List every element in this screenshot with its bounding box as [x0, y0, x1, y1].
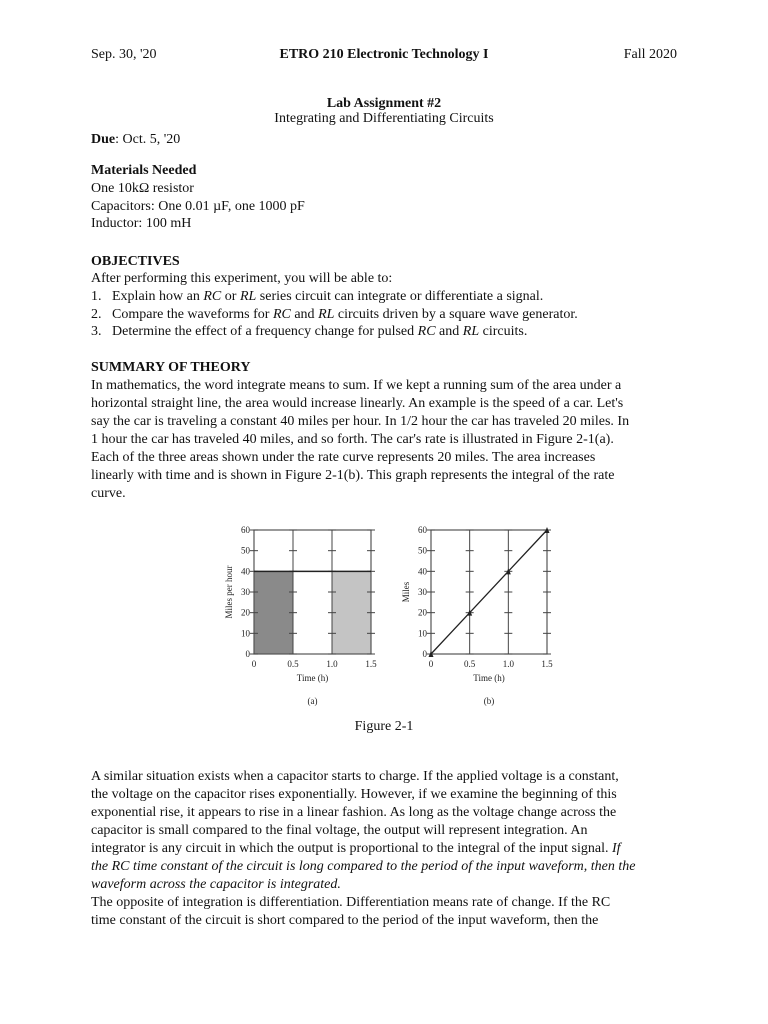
paragraph-line [91, 786, 617, 804]
text-span: circuits. [479, 324, 528, 340]
text-span: curve. [91, 486, 126, 501]
paragraph-line [91, 768, 619, 786]
paragraph-line [91, 876, 341, 894]
x-tick-label: 0 [428, 659, 434, 669]
text-span: RC [272, 306, 291, 322]
text-span: A similar situation exists when a capacitor starts to charge. If the applied voltage is a constant, [91, 769, 619, 784]
due-date [91, 131, 180, 149]
text-span: circuits driven by a square wave generator. [334, 306, 578, 322]
y-tick-label: 20 [241, 607, 250, 618]
paragraph-line [91, 804, 616, 822]
text-span: If [612, 841, 621, 856]
rate-area [293, 571, 332, 654]
text-span: the RC time constant of the circuit is long compared to the period of the input waveform, then the [91, 859, 636, 874]
rate-area [254, 571, 293, 654]
objectives-intro: After performing this experiment, you will be able to: [91, 271, 393, 286]
y-tick-label: 50 [241, 545, 250, 556]
y-axis-label: Miles [401, 581, 411, 603]
paragraph-line [91, 858, 636, 876]
paragraph-line [91, 377, 621, 395]
text-span: Determine the effect of a frequency change for pulsed [112, 324, 418, 340]
paragraph-line [91, 467, 614, 485]
distance-line [431, 530, 547, 654]
text-span: capacitor is small compared to the final voltage, the output will represent integration. An [91, 823, 588, 838]
paragraph-line [91, 431, 614, 449]
header-date: Sep. 30, '20 [91, 47, 157, 62]
text-span: RL [318, 306, 335, 322]
text-span: say the car is traveling a constant 40 miles per hour. In 1/2 hour the car has traveled 20 miles. In [91, 414, 630, 429]
text-span: the voltage on the capacitor rises exponentially. However, if we examine the beginning of this [91, 787, 617, 802]
x-tick-label: 0.5 [287, 659, 299, 669]
panel-label: (b) [483, 696, 495, 706]
text-span: time constant of the circuit is short compared to the period of the input waveform, then the [91, 913, 599, 928]
x-tick-label: 1.5 [541, 659, 553, 669]
panel-label: (a) [307, 696, 318, 706]
text-span: Each of the three areas shown under the rate curve represents 20 miles. The area increases [91, 450, 596, 465]
paragraph-line [91, 894, 610, 912]
y-tick-label: 30 [418, 587, 427, 597]
page-subtitle: Integrating and Differentiating Circuits [274, 111, 494, 126]
y-tick-label: 40 [241, 566, 250, 577]
text-span: linearly with time and is shown in Figure 2-1(b). This graph represents the integral of the rate [91, 468, 615, 483]
y-axis-label: Miles per hour [224, 565, 234, 619]
x-axis-label: Time (h) [473, 673, 505, 683]
page-title: Lab Assignment #2 [326, 96, 442, 111]
y-tick-label: 0 [422, 649, 427, 659]
text-span: RC [417, 324, 436, 340]
objective-item [112, 323, 527, 341]
text-span: Compare the waveforms for [112, 306, 273, 322]
objective-number: 1. [91, 289, 102, 304]
objective-item [112, 288, 543, 306]
y-tick-label: 10 [418, 628, 427, 639]
header-term: Fall 2020 [623, 47, 677, 62]
x-tick-label: 1.5 [365, 659, 377, 669]
x-tick-label: 0 [251, 659, 257, 669]
text-span: and [435, 324, 463, 340]
text-span: series circuit can integrate or differentiate a signal. [256, 289, 544, 304]
text-span: horizontal straight line, the area would increase linearly. An example is the speed of a car. Let's [91, 396, 624, 411]
text-span: integrator is any circuit in which the output is proportional to the integral of the input signal. [91, 841, 613, 856]
material-item: One 10kΩ resistor [91, 181, 194, 196]
figure-2-1 [0, 510, 768, 730]
x-tick-label: 0.5 [464, 659, 476, 669]
header-course: ETRO 210 Electronic Technology I [279, 47, 489, 62]
y-tick-label: 30 [241, 587, 250, 597]
text-span: The opposite of integration is differentiation. Differentiation means rate of change. If the RC [91, 895, 611, 910]
due-value: : Oct. 5, '20 [115, 132, 181, 147]
objective-item [112, 306, 578, 324]
objective-number: 2. [91, 306, 102, 322]
paragraph-line [91, 485, 126, 503]
paragraph-line [91, 912, 598, 930]
text-span: waveform across the capacitor is integrated. [91, 877, 341, 892]
text-span: and [290, 306, 319, 322]
materials-heading: Materials Needed [91, 163, 197, 178]
x-axis-label: Time (h) [296, 673, 329, 683]
x-tick-label: 1.0 [326, 659, 338, 669]
text-span: In mathematics, the word integrate means to sum. If we kept a running sum of the area under a [91, 378, 622, 393]
material-item: Inductor: 100 mH [91, 216, 192, 231]
rate-area [332, 571, 371, 654]
material-item: Capacitors: One 0.01 µF, one 1000 pF [91, 199, 305, 214]
objective-number: 3. [91, 324, 102, 340]
text-span: RC [203, 289, 222, 304]
y-tick-label: 60 [418, 525, 427, 535]
figure-caption: Figure 2-1 [354, 719, 414, 734]
paragraph-line [91, 840, 621, 858]
text-span: 1 hour the car has traveled 40 miles, and so forth. The car's rate is illustrated in Figure 2-1(a). [91, 432, 614, 447]
paragraph-line [91, 413, 629, 431]
paragraph-line [91, 822, 587, 840]
paragraph-line [91, 395, 623, 413]
y-tick-label: 10 [241, 628, 250, 639]
y-tick-label: 50 [418, 545, 427, 556]
y-tick-label: 60 [241, 525, 250, 535]
text-span: exponential rise, it appears to rise in a linear fashion. As long as the voltage change across the [91, 805, 617, 820]
text-span: RL [462, 324, 480, 340]
theory-heading: SUMMARY OF THEORY [91, 360, 251, 375]
x-tick-label: 1.0 [502, 659, 514, 669]
y-tick-label: 40 [418, 566, 427, 577]
text-span: Explain how an [112, 289, 204, 304]
y-tick-label: 0 [245, 649, 250, 659]
paragraph-line [91, 449, 595, 467]
due-label: Due [91, 132, 116, 147]
y-tick-label: 20 [418, 607, 427, 618]
text-span: or [221, 289, 240, 304]
objectives-heading: OBJECTIVES [91, 254, 180, 269]
text-span: RL [239, 289, 257, 304]
